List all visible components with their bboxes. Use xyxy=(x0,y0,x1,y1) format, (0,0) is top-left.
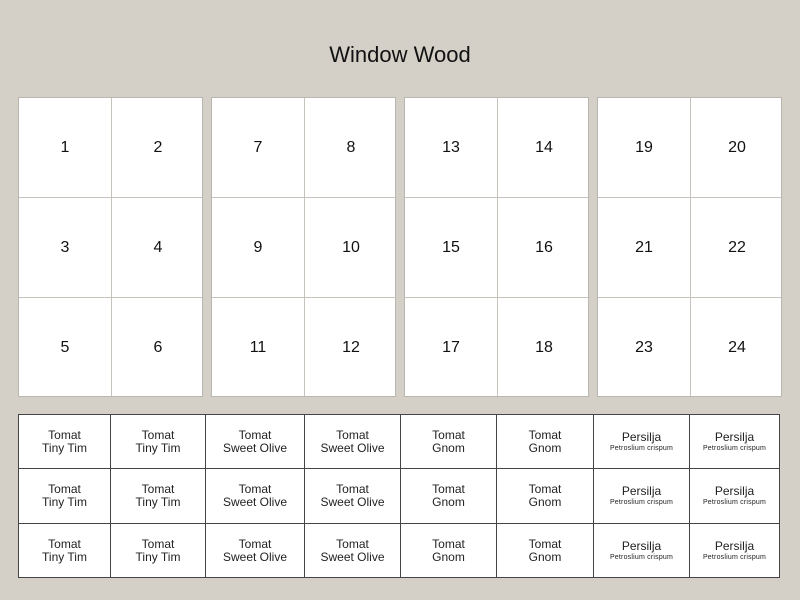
seed-tray-1 xyxy=(18,97,203,397)
plant-label[interactable] xyxy=(594,524,690,577)
plant-label-name: Tomat xyxy=(48,482,81,496)
plant-label[interactable] xyxy=(401,524,497,577)
plant-label-name: Tomat xyxy=(528,482,562,496)
plant-label-name: Persilja xyxy=(621,538,662,553)
plant-label-name: Persilja xyxy=(714,429,755,444)
plant-label-variety: Sweet Olive xyxy=(320,440,385,455)
plant-label-variety: Sweet Olive xyxy=(222,440,288,455)
plant-label-name: Tomat xyxy=(432,482,465,496)
plant-label-variety: Petroslium crispum xyxy=(609,499,674,506)
plant-label[interactable] xyxy=(111,524,206,577)
plant-label-name: Tomat xyxy=(432,536,465,551)
tray-cell[interactable]: 4 xyxy=(112,198,204,298)
plant-label-variety: Tiny Tim xyxy=(135,495,181,509)
plant-label-name: Tomat xyxy=(141,536,175,551)
tray-cell[interactable]: 3 xyxy=(19,198,112,298)
plant-label[interactable] xyxy=(111,415,206,469)
tray-cell[interactable]: 19 xyxy=(598,98,691,198)
plant-label[interactable] xyxy=(305,524,401,577)
tray-cell[interactable]: 2 xyxy=(112,98,204,198)
tray-cell[interactable]: 18 xyxy=(535,339,553,356)
plant-label-name: Tomat xyxy=(238,482,272,496)
plant-label[interactable] xyxy=(497,415,594,469)
tray-cell[interactable]: 6 xyxy=(153,339,163,356)
plant-label-name: Tomat xyxy=(141,482,175,496)
tray-cell[interactable]: 16 xyxy=(498,198,590,298)
tray-cell[interactable]: 5 xyxy=(19,298,112,398)
plant-label-variety: Petroslium crispum xyxy=(609,553,674,561)
tray-cell[interactable]: 11 xyxy=(212,298,305,398)
plant-label-variety: Tiny Tim xyxy=(135,440,181,455)
plant-label-name: Tomat xyxy=(336,427,369,442)
plant-label-variety: Tiny Tim xyxy=(42,495,87,509)
seed-tray-4 xyxy=(597,97,782,397)
plant-label-variety: Sweet Olive xyxy=(222,549,288,564)
tray-cell[interactable]: 7 xyxy=(212,98,305,198)
tray-cell[interactable]: 21 xyxy=(598,198,691,298)
plant-label-name: Tomat xyxy=(336,482,369,496)
tray-cell[interactable]: 9 xyxy=(212,198,305,298)
plant-label[interactable] xyxy=(305,469,401,524)
plant-label-variety: Tiny Tim xyxy=(135,549,181,564)
tray-cell[interactable]: 10 xyxy=(305,198,397,298)
plant-label[interactable] xyxy=(206,415,305,469)
plant-label[interactable] xyxy=(206,524,305,577)
tray-cell[interactable]: 13 xyxy=(405,98,498,198)
tray-cell[interactable]: 12 xyxy=(342,339,360,356)
plant-label[interactable] xyxy=(111,469,206,524)
plant-label-name: Persilja xyxy=(714,484,755,498)
plant-label-name: Persilja xyxy=(714,538,755,553)
plant-label-name: Tomat xyxy=(48,427,81,442)
plant-label-variety: Gnom xyxy=(432,440,465,455)
tray-cell[interactable]: 22 xyxy=(691,198,783,298)
plant-label-name: Tomat xyxy=(141,427,175,442)
tray-cell[interactable]: 17 xyxy=(405,298,498,398)
plant-label-name: Tomat xyxy=(528,536,562,551)
plant-labels-grid xyxy=(18,414,780,578)
plant-label-name: Tomat xyxy=(432,427,465,442)
plant-label-variety: Gnom xyxy=(528,440,562,455)
tray-cell[interactable]: 24 xyxy=(728,339,746,356)
plant-label-name: Tomat xyxy=(48,536,81,551)
plant-label[interactable] xyxy=(497,469,594,524)
seed-tray-2 xyxy=(211,97,396,397)
plant-label-variety: Petroslium crispum xyxy=(702,444,767,452)
seed-tray-3 xyxy=(404,97,589,397)
plant-label-variety: Sweet Olive xyxy=(320,549,385,564)
plant-label-name: Tomat xyxy=(528,427,562,442)
plant-label[interactable] xyxy=(305,415,401,469)
plant-label-name: Persilja xyxy=(621,484,662,498)
plant-label-variety: Petroslium crispum xyxy=(702,499,767,506)
tray-cell[interactable]: 8 xyxy=(305,98,397,198)
plant-label[interactable] xyxy=(497,524,594,577)
plant-label-variety: Gnom xyxy=(528,495,562,509)
plant-label[interactable] xyxy=(19,415,111,469)
plant-label-variety: Gnom xyxy=(432,495,465,509)
plant-label[interactable] xyxy=(206,469,305,524)
plant-label[interactable] xyxy=(401,415,497,469)
plant-label[interactable] xyxy=(594,415,690,469)
plant-label-variety: Tiny Tim xyxy=(42,440,87,455)
plant-label-name: Persilja xyxy=(621,429,662,444)
plant-label-name: Tomat xyxy=(238,536,272,551)
tray-cell[interactable]: 1 xyxy=(19,98,112,198)
plant-label-name: Tomat xyxy=(238,427,272,442)
plant-label[interactable] xyxy=(19,524,111,577)
plant-label[interactable] xyxy=(690,469,779,524)
tray-cell[interactable]: 15 xyxy=(405,198,498,298)
plant-label-variety: Sweet Olive xyxy=(222,495,288,509)
tray-cell[interactable]: 23 xyxy=(598,298,691,398)
page-title: Window Wood xyxy=(329,42,471,67)
tray-cell[interactable]: 14 xyxy=(498,98,590,198)
plant-label[interactable] xyxy=(594,469,690,524)
plant-label-name: Tomat xyxy=(336,536,369,551)
plant-label-variety: Gnom xyxy=(432,549,465,564)
tray-cell[interactable]: 20 xyxy=(691,98,783,198)
plant-label[interactable] xyxy=(690,524,779,577)
plant-label[interactable] xyxy=(401,469,497,524)
plant-label-variety: Sweet Olive xyxy=(320,495,385,509)
plant-label[interactable] xyxy=(19,469,111,524)
plant-label-variety: Gnom xyxy=(528,549,562,564)
plant-label-variety: Petroslium crispum xyxy=(702,553,767,561)
plant-label[interactable] xyxy=(690,415,779,469)
plant-label-variety: Tiny Tim xyxy=(42,549,87,564)
plant-label-variety: Petroslium crispum xyxy=(609,444,674,452)
